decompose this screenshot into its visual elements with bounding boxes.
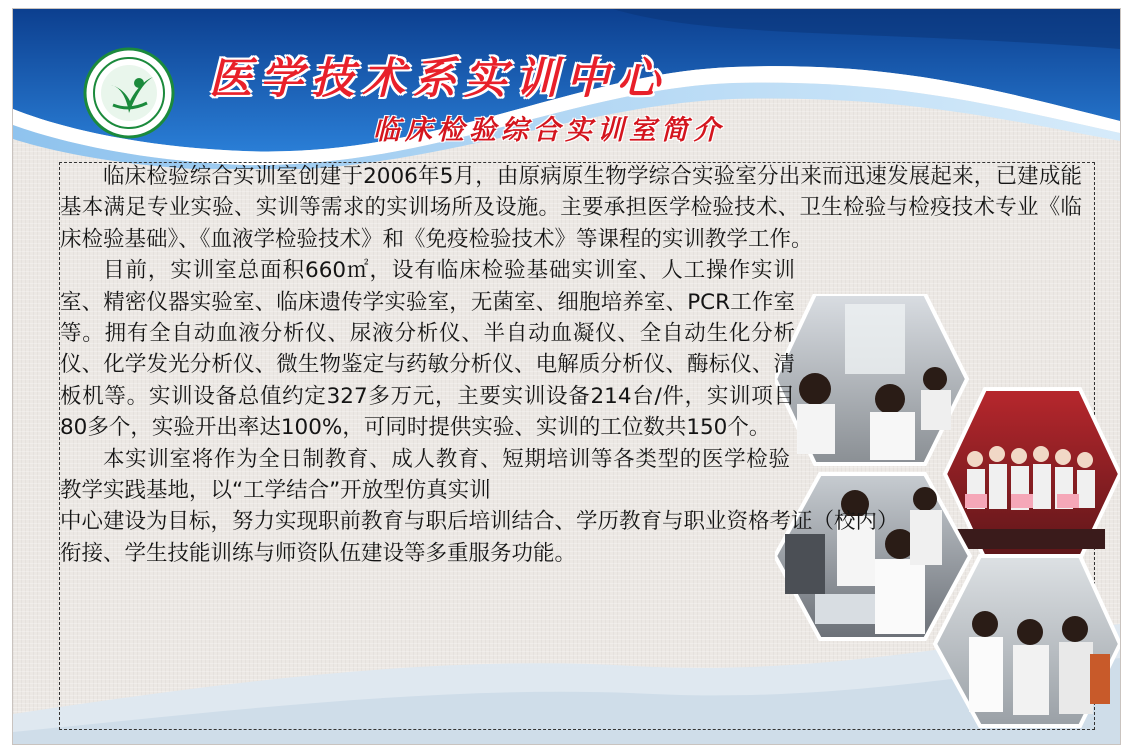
page-title: 医学技术系实训中心 [209, 54, 668, 104]
visit-photo [935, 556, 1120, 726]
paragraph-goals: 本实训室将作为全日制教育、成人教育、短期培训等各类型的医学检验教学实践基地，以“工学结合”开放型仿真实训 [60, 446, 790, 504]
page-subtitle: 临床检验综合实训室简介 [373, 115, 725, 146]
paragraph-facilities: 目前，实训室总面积660㎡，设有临床检验基础实训室、人工操作实训室、精密仪器实验室、临床遗传学实验室，无菌室、细胞培养室、PCR工作室等。拥有全自动血液分析仪、尿液分析仪、半自动血凝仪、全自动生化分析仪、化学发光分析仪、微生物鉴定与药敏分析仪、电解质分析仪、酶标仪、清板机等。实训设备总值约定327多万元，主要实训设备214台/件，实训项目80多个，实验开出率达100%，可同时提供实验、实训的工位数共150个。 [60, 258, 795, 441]
paragraph-goals-continued: 中心建设为目标，努力实现职前教育与职后培训结合、学历教育与职业资格考证（校内）衔接、学生技能训练与师资队伍建设等多重服务功能。 [60, 509, 888, 566]
paragraph-history: 临床检验综合实训室创建于2006年5月，由原病原生物学综合实验室分出来而迅速发展起来，已建成能基本满足专业实验、实训等需求的实训场所及设施。主要承担医学检验技术、卫生检验与检疫技术专业《临床检验基础》、《血液学检验技术》和《免疫检验技术》等课程的实训教学工作。 [60, 164, 1082, 252]
poster-board [12, 8, 1121, 745]
body-text [60, 161, 1090, 569]
school-emblem-icon [83, 47, 175, 139]
